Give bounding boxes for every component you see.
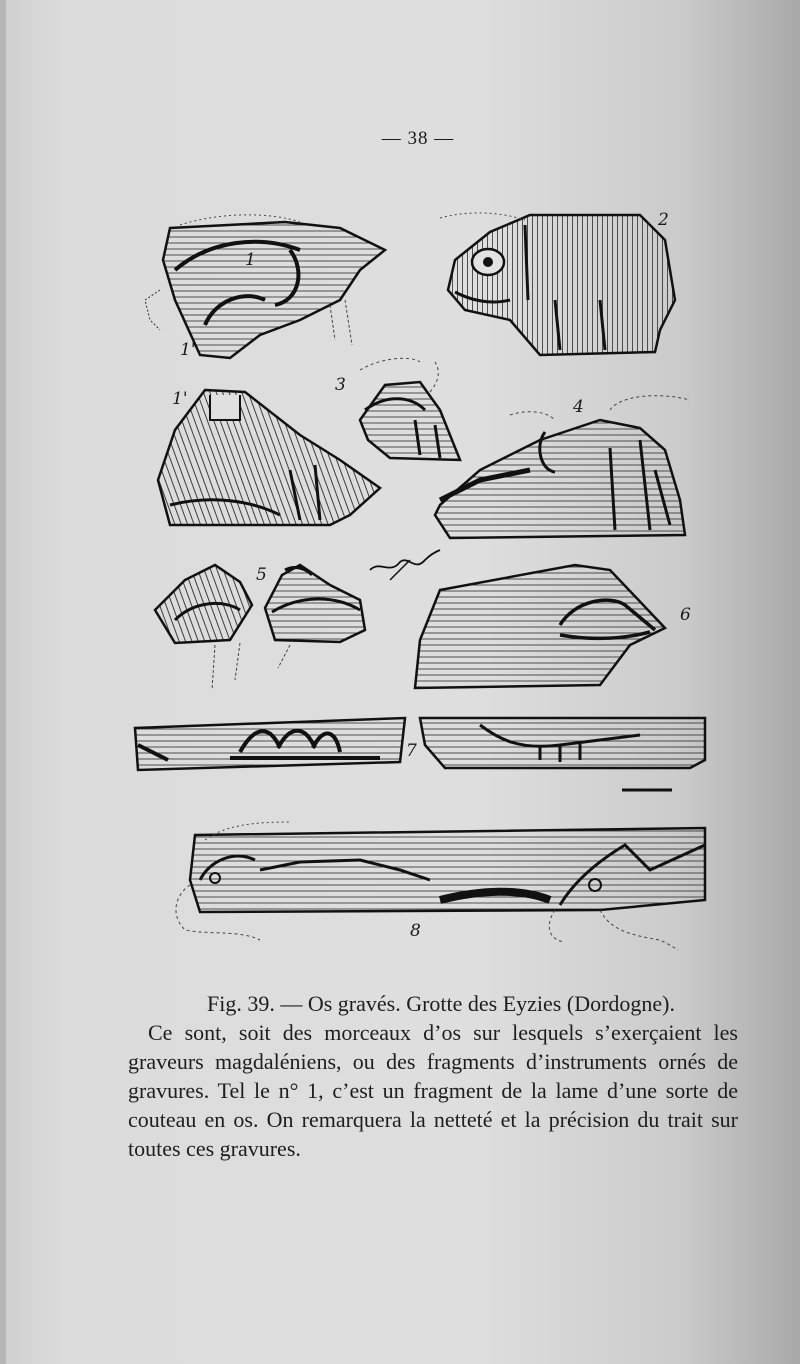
bone-fragment-7 <box>135 718 705 790</box>
label-7: 7 <box>406 741 417 761</box>
bone-fragment-6 <box>415 565 665 688</box>
bone-fragment-1-prime <box>158 390 380 525</box>
bone-fragment-8 <box>176 822 705 950</box>
page-number: — 38 — <box>381 128 455 149</box>
artist-signature <box>370 550 440 580</box>
label-2: 2 <box>658 210 669 230</box>
label-8: 8 <box>410 921 421 941</box>
caption-title: Fig. 39. — Os gravés. Grotte des Eyzies (Dordogne). <box>206 991 675 1016</box>
label-1-prime-a: 1' <box>180 340 196 360</box>
figure-caption <box>128 989 738 1163</box>
caption-body: Ce sont, soit des morceaux d’os sur lesquels s’exerçaient les graveurs magdaléniens, ou des fragments d’instruments ornés de gravures. Tel le n° 1, c’est un fragment de la lame d’une sorte de couteau en os. On remarquera la netteté et la précision du trait sur toutes ces gravures. <box>128 1020 738 1161</box>
label-6: 6 <box>680 605 691 625</box>
label-4: 4 <box>573 397 584 417</box>
label-5: 5 <box>256 565 267 585</box>
bone-fragment-1 <box>145 215 385 358</box>
bone-fragment-2 <box>440 213 675 355</box>
bone-fragment-3 <box>360 358 460 460</box>
label-3: 3 <box>335 375 346 395</box>
label-1-prime-b: 1' <box>172 389 188 409</box>
bone-fragment-4 <box>435 396 690 538</box>
label-1: 1 <box>245 250 256 270</box>
